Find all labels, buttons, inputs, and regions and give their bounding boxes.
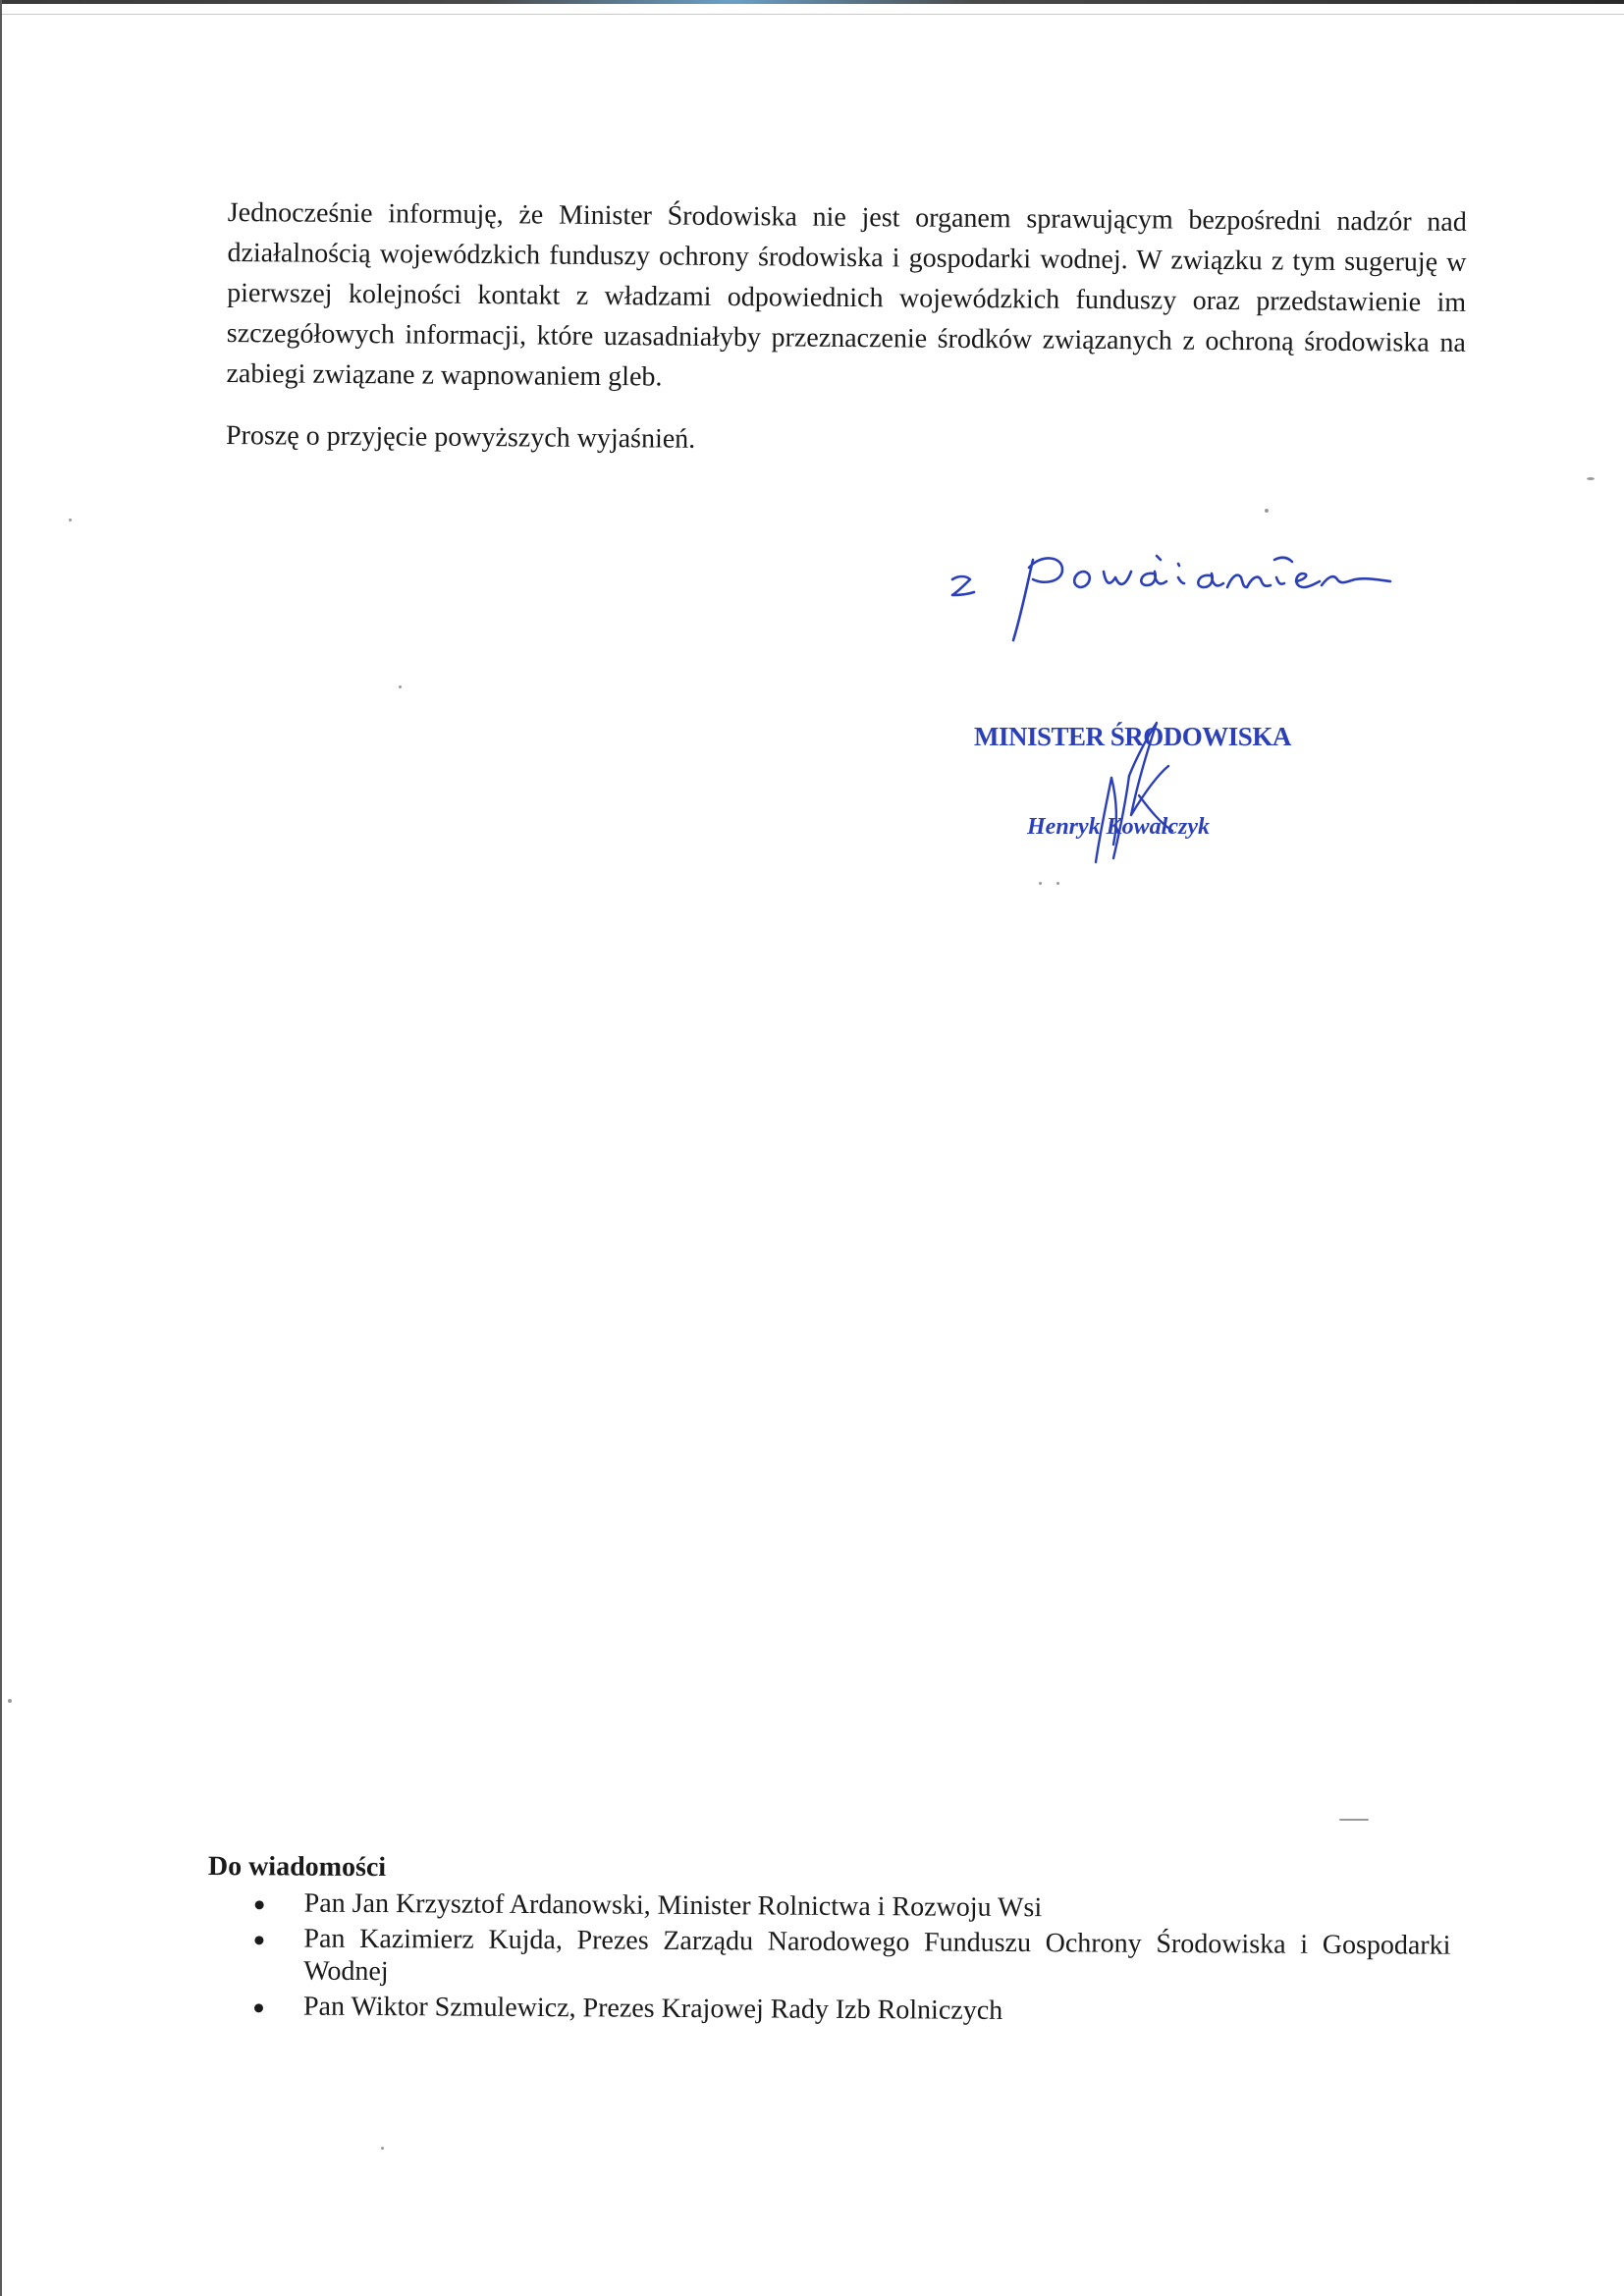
cc-list-item xyxy=(207,1990,1450,2030)
scan-line xyxy=(0,14,1624,15)
scan-speck xyxy=(69,519,72,521)
scan-speck xyxy=(8,1699,12,1703)
bullet-icon xyxy=(255,1900,264,1909)
handwritten-signature xyxy=(1009,717,1274,864)
bullet-icon xyxy=(254,1936,263,1944)
scan-left-edge xyxy=(0,0,2,2296)
scan-speck xyxy=(1339,1819,1369,1821)
body-paragraph-1: Jednocześnie informuję, że Minister Środowiska nie jest organem sprawującym bezpośredni nadzór nad działalnością wojewódzkich funduszy ochrony środowiska i gospodarki wodnej. W związku z tym sugeruję w pierwszej kolejności kontakt z władzami odpowiednich wojewódzkich funduszy oraz przedstawienie im szczegółowych informacji, które uzasadniałyby przeznaczenie środków związanych z ochroną środowiska na zabiegi związane z wapnowaniem gleb. xyxy=(226,196,1467,393)
cc-list-item xyxy=(207,1922,1450,1995)
cc-item-text: Pan Jan Krzysztof Ardanowski, Minister Rolnictwa i Rozwoju Wsi xyxy=(303,1887,1043,1924)
letter-body xyxy=(226,192,1467,487)
body-paragraph-2: Proszę o przyjęcie powyższych wyjaśnień. xyxy=(225,419,696,455)
scan-speck xyxy=(381,2147,384,2150)
cc-item-text: Pan Kazimierz Kujda, Prezes Zarządu Narodowego Funduszu Ochrony Środowiska i Gospodarki Wodnej xyxy=(303,1923,1451,1988)
scan-speck xyxy=(1056,882,1059,885)
cc-item-text: Pan Wiktor Szmulewicz, Prezes Krajowej Rady Izb Rolniczych xyxy=(302,1991,1003,2026)
cc-list-item xyxy=(208,1886,1451,1927)
scan-speck xyxy=(1587,477,1595,480)
handwritten-greeting xyxy=(943,538,1394,646)
scan-speck xyxy=(1265,509,1269,513)
scan-speck xyxy=(399,685,402,688)
scan-top-edge xyxy=(0,0,1624,4)
stamp-name: Henryk Kowalczyk xyxy=(1027,814,1210,840)
cc-list xyxy=(207,1886,1485,2030)
cc-heading: Do wiadomości xyxy=(207,1851,387,1884)
bullet-icon xyxy=(254,2003,263,2012)
cc-section xyxy=(207,1850,1485,2033)
scan-speck xyxy=(1039,882,1042,885)
stamp-title: MINISTER ŚRODOWISKA xyxy=(974,722,1291,751)
